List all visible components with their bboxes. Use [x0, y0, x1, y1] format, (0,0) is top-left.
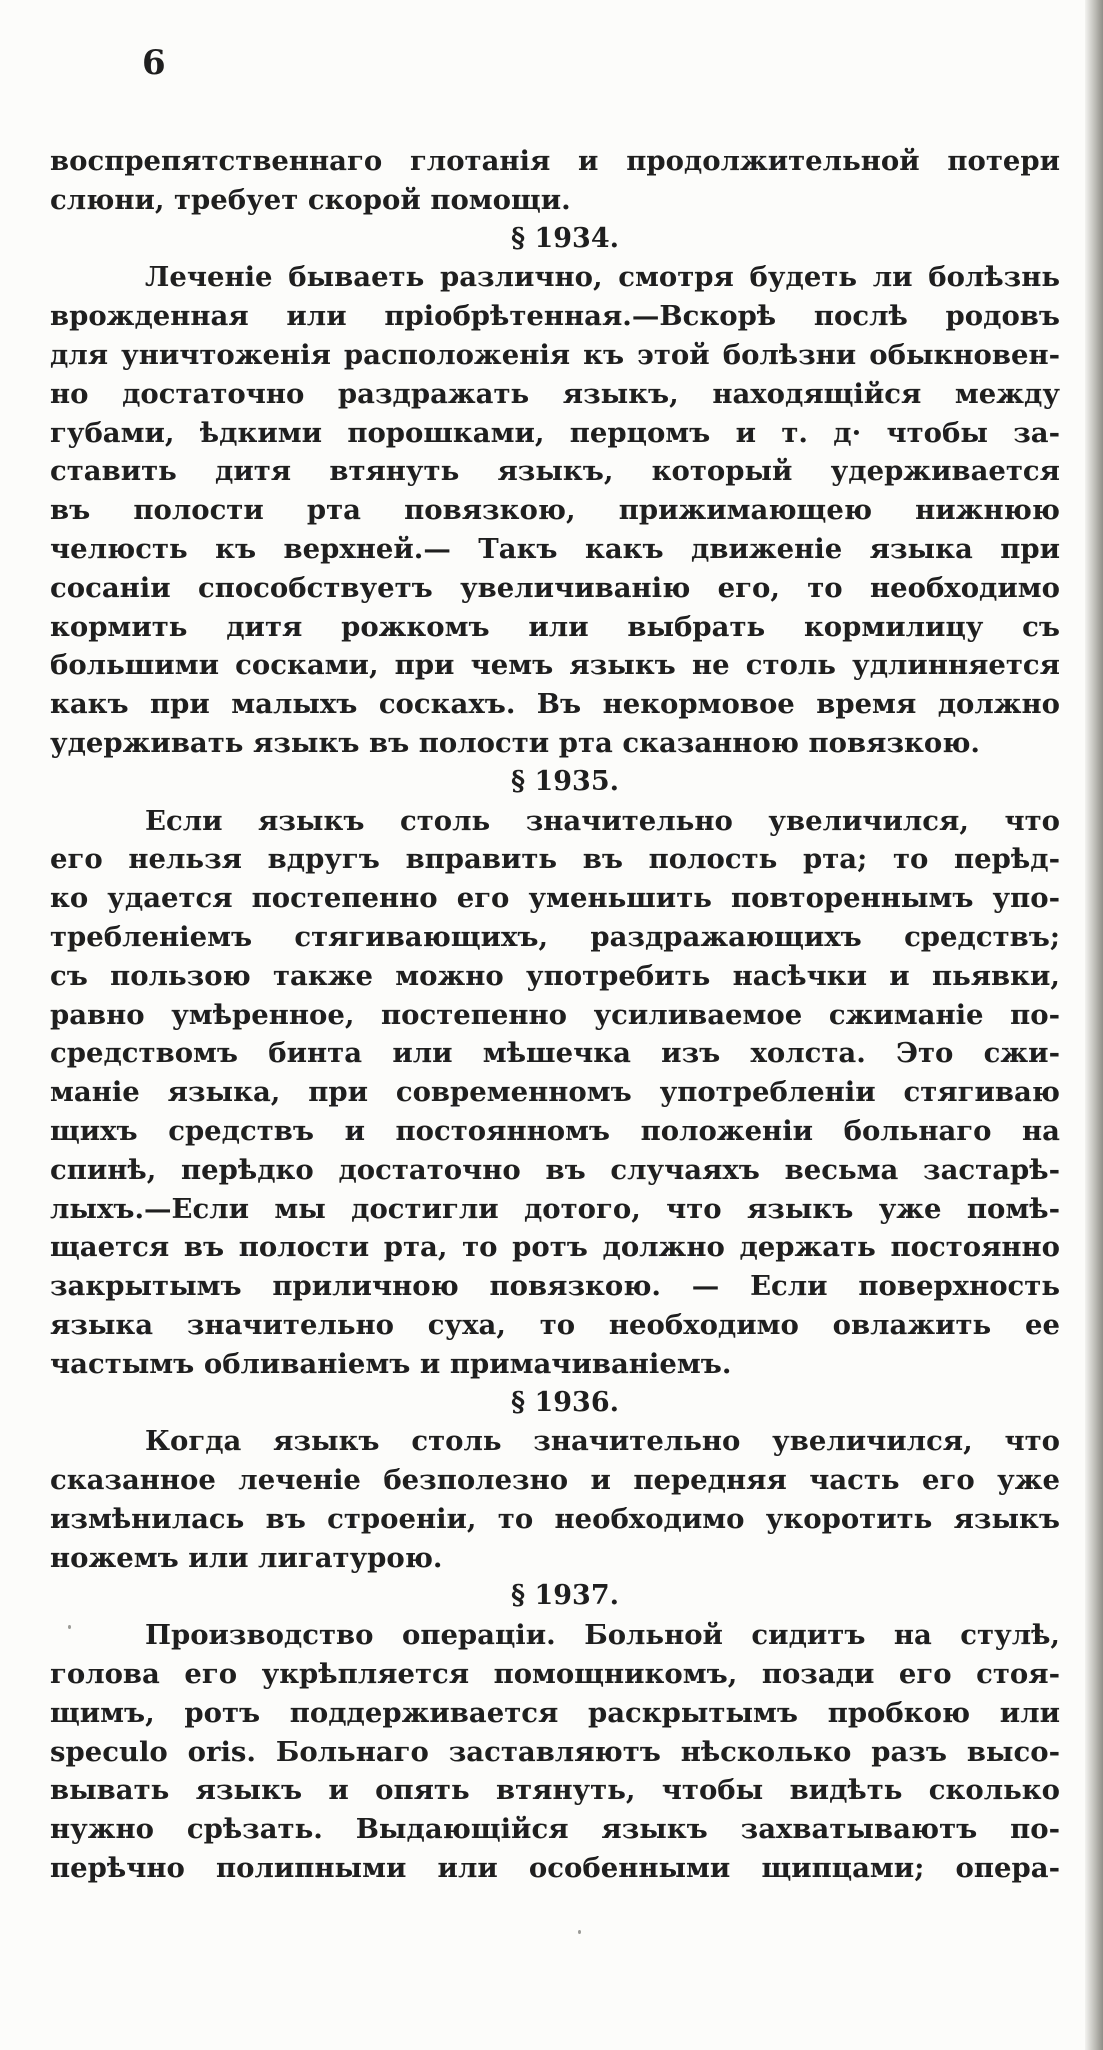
text-line: голова его укрѣпляется помощникомъ, позади его стоя-: [50, 1658, 1060, 1691]
paper-speck: [578, 1930, 581, 1934]
text-line: Когда языкъ столь значительно увеличился, что: [145, 1425, 1060, 1458]
text-line: съ пользою также можно употребить насѣчки и пьявки,: [50, 959, 1060, 992]
text-line: большими сосками, при чемъ языкъ не столь удлинняется: [50, 649, 1060, 682]
text-line: измѣнилась въ строеніи, то необходимо укоротить языкъ: [50, 1502, 1060, 1535]
text-line: равно умѣренное, постепенно усиливаемое сжиманіе по-: [50, 998, 1060, 1031]
section-heading: § 1936.: [510, 1386, 620, 1418]
text-line: сказанное леченіе безполезно и передняя часть его уже: [50, 1464, 1060, 1497]
paper-speck: [68, 1625, 71, 1629]
text-line: перѣчно полипными или особенными щипцами; опера-: [50, 1852, 1060, 1885]
section-heading: § 1935.: [510, 765, 620, 797]
text-line: speculo oris. Больнаго заставляютъ нѣсколько разъ высо-: [50, 1735, 1060, 1768]
text-line: въ полости рта повязкою, прижимающею нижнюю: [50, 494, 1060, 527]
text-line: слюни, требует скорой помощи.: [50, 183, 571, 216]
section-heading: § 1934.: [510, 222, 620, 254]
text-line: частымъ обливаніемъ и примачиваніемъ.: [50, 1347, 732, 1380]
text-line: врожденная или пріобрѣтенная.—Вскорѣ послѣ родовъ: [50, 300, 1060, 333]
text-line: щается въ полости рта, то ротъ должно держать постоянно: [50, 1231, 1060, 1264]
text-line: щимъ, ротъ поддерживается раскрытымъ пробкою или: [50, 1696, 1060, 1729]
text-line: ко удается постепенно его уменьшить повтореннымъ упо-: [50, 882, 1060, 915]
text-line: ставить дитя втянуть языкъ, который удерживается: [50, 455, 1060, 488]
text-line: нужно срѣзать. Выдающійся языкъ захватываютъ по-: [50, 1813, 1060, 1846]
text-line: средствомъ бинта или мѣшечка изъ холста. Это сжи-: [50, 1037, 1060, 1070]
text-line: щихъ средствъ и постоянномъ положеніи больнаго на: [50, 1114, 1060, 1147]
text-line: губами, ѣдкими порошками, перцомъ и т. д· чтобы за-: [50, 416, 1060, 449]
text-line: челюсть къ верхней.— Такъ какъ движеніе языка при: [50, 532, 1060, 565]
text-line: требленіемъ стягивающихъ, раздражающихъ средствъ;: [50, 920, 1060, 953]
text-line: языка значительно суха, то необходимо овлажить ее: [50, 1308, 1060, 1341]
body-text: [50, 142, 1060, 1888]
text-line: Леченіе бываеть различно, смотря будеть ли болѣзнь: [145, 261, 1060, 294]
text-line: воспрепятственнаго глотанія и продолжительной потери: [50, 145, 1060, 177]
page-number: 6: [142, 43, 166, 83]
text-line: сосаніи способствуетъ увеличиванію его, то необходимо: [50, 571, 1060, 604]
text-line: вывать языкъ и опять втянуть, чтобы видѣть сколько: [50, 1774, 1060, 1807]
text-line: для уничтоженія расположенія къ этой болѣзни обыкновен-: [50, 338, 1060, 371]
text-line: Производство операціи. Больной сидитъ на стулѣ,: [145, 1619, 1060, 1652]
text-line: его нельзя вдругъ вправить въ полость рта; то перѣд-: [50, 843, 1060, 876]
text-line: удерживать языкъ въ полости рта сказанною повязкою.: [50, 726, 980, 759]
text-line: какъ при малыхъ соскахъ. Въ некормовое время должно: [50, 688, 1060, 721]
text-line: ножемъ или лигатурою.: [50, 1541, 443, 1574]
text-line: закрытымъ приличною повязкою. — Если поверхность: [50, 1270, 1060, 1303]
text-line: кормить дитя рожкомъ или выбрать кормилицу съ: [50, 610, 1060, 643]
text-line: но достаточно раздражать языкъ, находящійся между: [50, 377, 1060, 410]
page-edge-shadow: [1085, 0, 1103, 2050]
text-line: спинѣ, перѣдко достаточно въ случаяхъ весьма застарѣ-: [50, 1153, 1060, 1186]
section-heading: § 1937.: [510, 1580, 620, 1612]
text-line: маніе языка, при современномъ употребленіи стягиваю: [50, 1076, 1060, 1109]
text-line: Если языкъ столь значительно увеличился, что: [145, 804, 1060, 837]
text-line: лыхъ.—Если мы достигли дотого, что языкъ уже помѣ-: [50, 1192, 1060, 1225]
